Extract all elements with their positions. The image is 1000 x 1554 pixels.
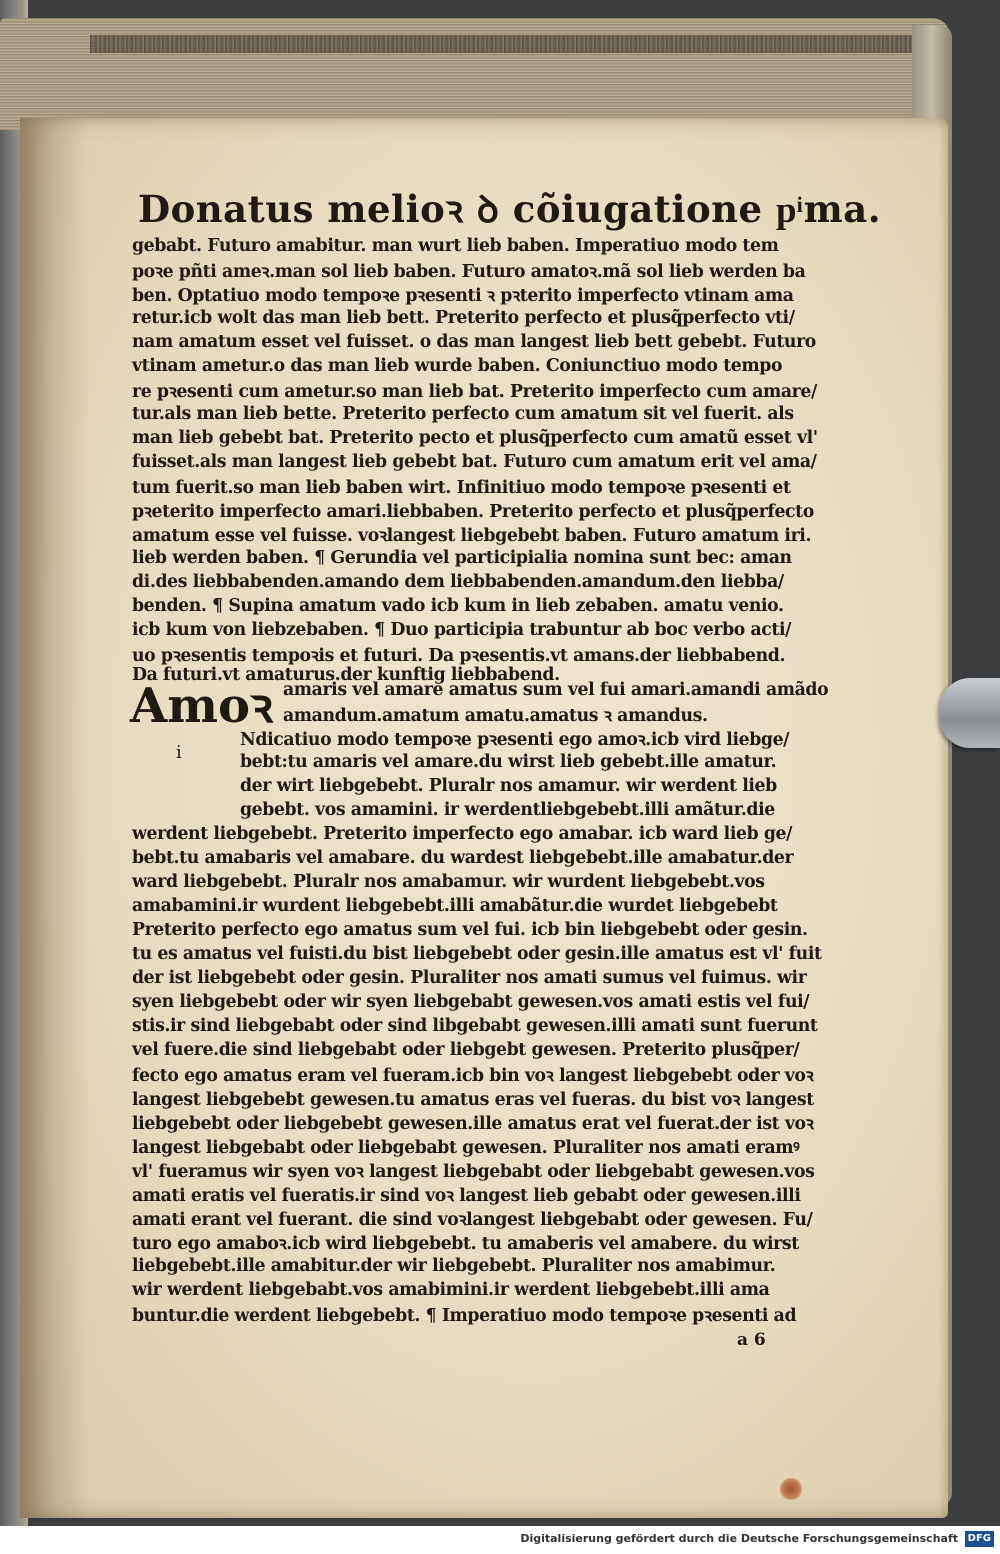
text-line: Da futuri.vt amaturus.der kunftig liebbabend. xyxy=(132,665,560,685)
text-line: amati eratis vel fueratis.ir sind voꝛ langest lieb gebabt oder gewesen.illi xyxy=(132,1186,801,1206)
text-line: lieb werden baben. ¶ Gerundia vel participialia nomina sunt bec: aman xyxy=(132,548,792,568)
text-line: nam amatum esset vel fuisset. o das man langest lieb bett gebebt. Futuro xyxy=(132,332,816,352)
paper-stain xyxy=(780,1478,802,1500)
book-clip xyxy=(940,678,1000,748)
page-edge-band xyxy=(90,35,930,53)
text-line: amatum esse vel fuisse. voꝛlangest liebgebebt baben. Futuro amatum iri. xyxy=(132,526,812,546)
text-line: syen liebgebebt oder wir syen liebgebabt gewesen.vos amati estis vel fui/ xyxy=(132,992,810,1012)
text-line: stis.ir sind liebgebabt oder sind libgebabt gewesen.illi amati sunt fuerunt xyxy=(132,1016,818,1036)
page-title: Donatus melioꝛ ꝺ cõiugatione pͥma. xyxy=(138,187,882,231)
text-line: fecto ego amatus eram vel fueram.icb bin voꝛ langest liebgebebt oder voꝛ xyxy=(132,1066,814,1086)
text-line: amaris vel amare amatus sum vel fui amari.amandi amãdo xyxy=(283,680,829,700)
text-line: re pꝛesenti cum ametur.so man lieb bat. Preterito imperfecto cum amare/ xyxy=(132,382,817,402)
page-gutter-shadow xyxy=(20,118,90,1518)
text-line: retur.icb wolt das man lieb bett. Preterito perfecto et plusq̃perfecto vti/ xyxy=(132,308,795,328)
text-line: tu es amatus vel fuisti.du bist liebgebebt oder gesin.ille amatus est vl' fuit xyxy=(132,944,822,964)
footer-bar xyxy=(0,1526,1000,1554)
text-line: benden. ¶ Supina amatum vado icb kum in lieb zebaben. amatu venio. xyxy=(132,596,784,616)
text-line: vtinam ametur.o das man lieb wurde baben. Coniunctiuo modo tempo xyxy=(132,356,783,376)
text-line: man lieb gebebt bat. Preterito pecto et plusq̃perfecto cum amatũ esset vl' xyxy=(132,428,818,448)
text-line: ward liebgebebt. Pluralr nos amabamur. wir wurdent liebgebebt.vos xyxy=(132,872,765,892)
text-line: icb kum von liebzebaben. ¶ Duo participia trabuntur ab boc verbo acti/ xyxy=(132,620,792,640)
text-line: amati erant vel fuerant. die sind voꝛlangest liebgebabt oder gewesen. Fu/ xyxy=(132,1210,813,1230)
text-line: bebt:tu amaris vel amare.du wirst lieb gebebt.ille amatur. xyxy=(240,752,777,772)
text-line: ben. Optatiuo modo tempoꝛe pꝛesenti ꝛ pꝛterito imperfecto vtinam ama xyxy=(132,286,794,306)
text-line: Ndicatiuo modo tempoꝛe pꝛesenti ego amoꝛ.icb vird liebge/ xyxy=(240,730,790,750)
text-line: gebebt. vos amamini. ir werdentliebgebebt.illi amãtur.die xyxy=(240,800,775,820)
text-line: Preterito perfecto ego amatus sum vel fui. icb bin liebgebebt oder gesin. xyxy=(132,920,808,940)
text-line: tum fuerit.so man lieb baben wirt. Infinitiuo modo tempoꝛe pꝛesenti et xyxy=(132,478,791,498)
dfg-logo: DFG xyxy=(965,1531,994,1547)
drop-word-amor: Amoꝛ xyxy=(130,678,273,734)
text-line: pꝛeterito imperfecto amari.liebbaben. Preterito perfecto et plusq̃perfecto xyxy=(132,502,814,522)
text-line: langest liebgebebt gewesen.tu amatus eras vel fueras. du bist voꝛ langest xyxy=(132,1090,814,1110)
text-line: der ist liebgebebt oder gesin. Pluraliter nos amati sumus vel fuimus. wir xyxy=(132,968,807,988)
text-line: di.des liebbabenden.amando dem liebbabenden.amandum.den liebba/ xyxy=(132,572,784,592)
text-line: turo ego amaboꝛ.icb wird liebgebebt. tu amaberis vel amabere. du wirst xyxy=(132,1234,799,1254)
text-line: langest liebgebabt oder liebgebabt gewesen. Pluraliter nos amati eramꝰ xyxy=(132,1138,800,1158)
text-line: vl' fueramus wir syen voꝛ langest liebgebabt oder liebgebabt gewesen.vos xyxy=(132,1162,815,1182)
text-line: poꝛe pñti ameꝛ.man sol lieb baben. Futuro amatoꝛ.mã sol lieb werden ba xyxy=(132,262,806,282)
text-line: amabamini.ir wurdent liebgebebt.illi amabãtur.die wurdet liebgebebt xyxy=(132,896,778,916)
text-line: tur.als man lieb bette. Preterito perfecto cum amatum sit vel fuerit. als xyxy=(132,404,794,424)
text-line: amandum.amatum amatu.amatus ꝛ amandus. xyxy=(283,706,708,726)
text-line: gebabt. Futuro amabitur. man wurt lieb baben. Imperatiuo modo tem xyxy=(132,236,779,256)
text-line: uo pꝛesentis tempoꝛis et futuri. Da pꝛesentis.vt amans.der liebbabend. xyxy=(132,646,786,666)
text-line: liebgebebt.ille amabitur.der wir liebgebebt. Pluraliter nos amabimur. xyxy=(132,1256,776,1276)
text-line: liebgebebt oder liebgebebt gewesen.ille amatus erat vel fuerat.der ist voꝛ xyxy=(132,1114,814,1134)
text-line: vel fuere.die sind liebgebabt oder liebgebt gewesen. Preterito plusq̃per/ xyxy=(132,1040,800,1060)
text-line: buntur.die werdent liebgebebt. ¶ Imperatiuo modo tempoꝛe pꝛesenti ad xyxy=(132,1306,797,1326)
margin-letter: i xyxy=(176,742,182,763)
text-line: fuisset.als man langest lieb gebebt bat. Futuro cum amatum erit vel ama/ xyxy=(132,452,817,472)
text-line: werdent liebgebebt. Preterito imperfecto ego amabar. icb ward lieb ge/ xyxy=(132,824,793,844)
funding-notice: Digitalisierung gefördert durch die Deutsche Forschungsgemeinschaft xyxy=(520,1532,958,1545)
text-line: wir werdent liebgebabt.vos amabimini.ir werdent liebgebebt.illi ama xyxy=(132,1280,770,1300)
signature-mark: a 6 xyxy=(737,1330,766,1350)
text-line: bebt.tu amabaris vel amabare. du wardest liebgebebt.ille amabatur.der xyxy=(132,848,794,868)
text-line: der wirt liebgebebt. Pluralr nos amamur. wir werdent lieb xyxy=(240,776,777,796)
